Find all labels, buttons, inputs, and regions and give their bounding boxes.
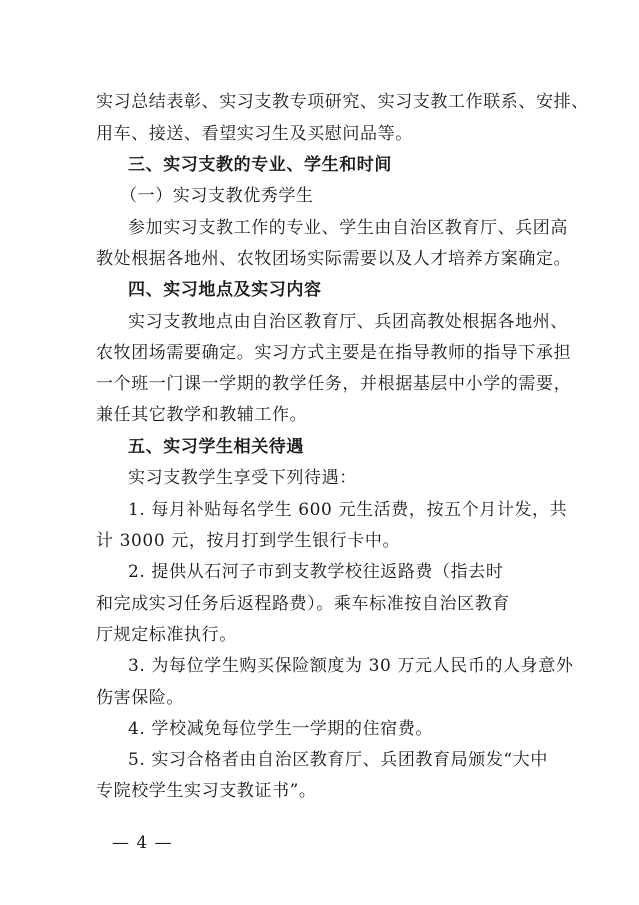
body-text-line: 一个班一门课一学期的教学任务，并根据基层中小学的需要， — [96, 374, 572, 394]
section-heading-3: 三、实习支教的专业、学生和时间 — [128, 155, 392, 175]
page-number: — 4 — — [112, 833, 173, 853]
list-item-4: 4. 学校减免每位学生一学期的住宿费。 — [128, 719, 434, 739]
list-item-5: 5. 实习合格者由自治区教育厅、兵团教育局颁发“大中 — [128, 750, 548, 770]
body-text-line: 和完成实习任务后返程路费）。乘车标准按自治区教育 — [96, 594, 510, 614]
body-text-line: 实习总结表彰、实习支教专项研究、实习支教工作联系、安排、 — [96, 92, 589, 112]
body-text-line: 专院校学生实习支教证书”。 — [96, 781, 317, 801]
body-text-line: 参加实习支教工作的专业、学生由自治区教育厅、兵团高 — [128, 218, 568, 238]
body-text-line: 用车、接送、看望实习生及买慰问品等。 — [96, 124, 413, 144]
body-text-line: 农牧团场需要确定。实习方式主要是在指导教师的指导下承担 — [96, 343, 572, 363]
subsection-heading: （一）实习支教优秀学生 — [120, 186, 314, 206]
body-text-line: 实习支教地点由自治区教育厅、兵团高教处根据各地州、 — [128, 312, 568, 332]
section-heading-4: 四、实习地点及实习内容 — [128, 280, 322, 300]
body-text-line: 计 3000 元，按月打到学生银行卡中。 — [96, 531, 401, 551]
section-heading-5: 五、实习学生相关待遇 — [128, 437, 304, 457]
list-item-2: 2. 提供从石河子市到支教学校往返路费（指去时 — [128, 562, 504, 582]
body-text-line: 教处根据各地州、农牧团场实际需要以及人才培养方案确定。 — [96, 249, 572, 269]
list-item-1: 1. 每月补贴每名学生 600 元生活费，按五个月计发，共 — [128, 500, 568, 520]
body-text-line: 兼任其它教学和教辅工作。 — [96, 405, 308, 425]
body-text-line: 伤害保险。 — [96, 688, 184, 708]
body-text-line: 实习支教学生享受下列待遇： — [128, 468, 357, 488]
list-item-3: 3. 为每位学生购买保险额度为 30 万元人民币的人身意外 — [128, 656, 574, 676]
body-text-line: 厅规定标准执行。 — [96, 625, 237, 645]
